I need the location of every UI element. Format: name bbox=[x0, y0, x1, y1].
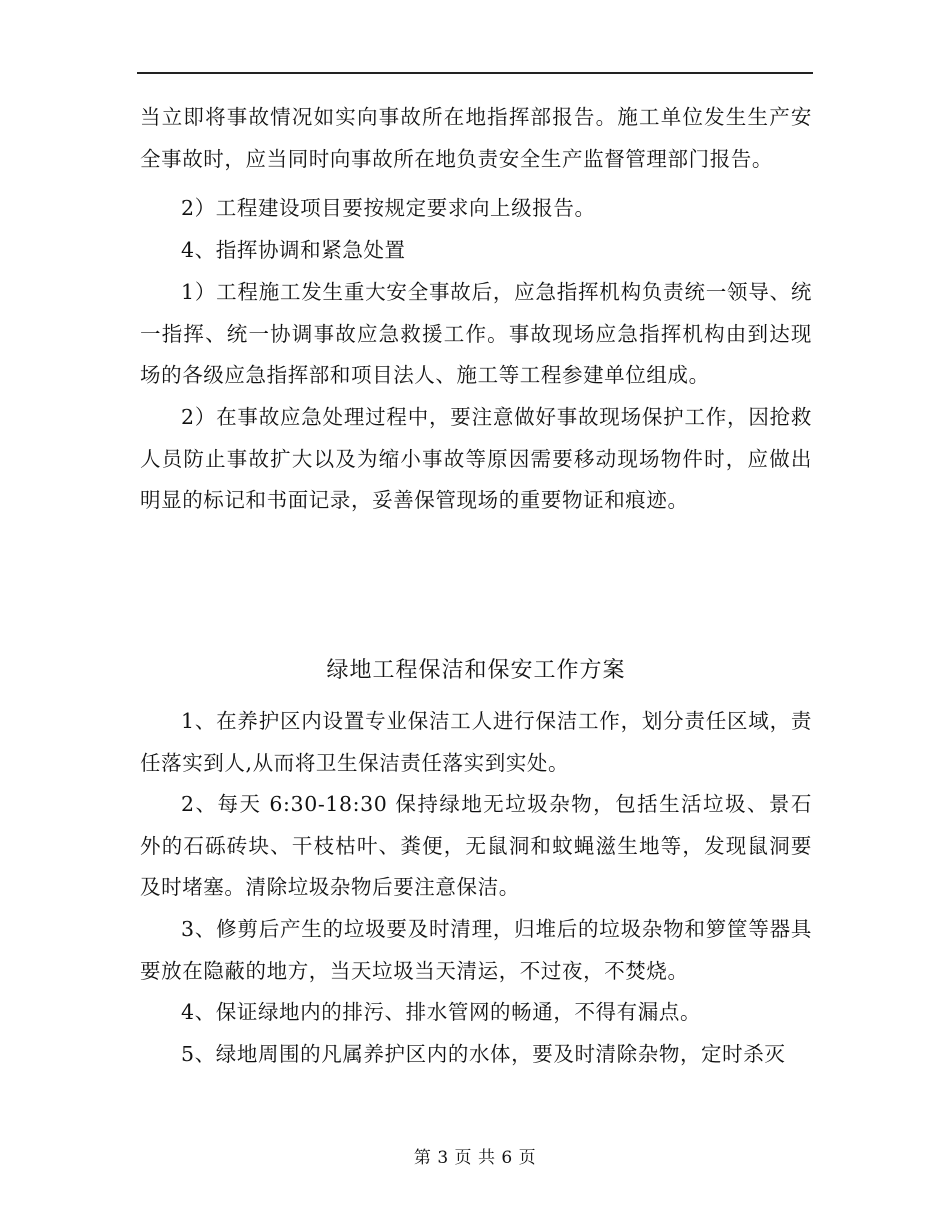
paragraph-report-upper-level: 2）工程建设项目要按规定要求向上级报告。 bbox=[181, 196, 596, 220]
paragraph-water-body: 5、绿地周围的凡属养护区内的水体，要及时清除杂物，定时杀灭 bbox=[181, 1042, 786, 1066]
paragraph-scene-protection: 2）在事故应急处理过程中，要注意做好事故现场保护工作，因抢救人员防止事故扩大以及为缩小事故等原因需要移动现场物件时，应做出明显的标记和书面记录，妥善保管现场的重要物证和痕迹。 bbox=[140, 405, 812, 512]
paragraph-trimming-waste: 3、修剪后产生的垃圾要及时清理，归堆后的垃圾杂物和箩筐等器具要放在隐蔽的地方，当天垃圾当天清运，不过夜，不焚烧。 bbox=[140, 917, 812, 983]
paragraph-cleaning-staff: 1、在养护区内设置专业保洁工人进行保洁工作，划分责任区域，责任落实到人,从而将卫生保洁责任落实到实处。 bbox=[140, 709, 812, 775]
header-rule bbox=[137, 72, 813, 74]
page-number-footer: 第 3 页 共 6 页 bbox=[413, 1148, 537, 1168]
paragraph-continuation: 当立即将事故情况如实向事故所在地指挥部报告。施工单位发生生产安全事故时，应当同时向事故所在地负责安全生产监督管理部门报告。 bbox=[140, 105, 812, 171]
paragraph-emergency-command: 1）工程施工发生重大安全事故后，应急指挥机构负责统一领导、统一指挥、统一协调事故应急救援工作。事故现场应急指挥机构由到达现场的各级应急指挥部和项目法人、施工等工程参建单位组成。 bbox=[140, 280, 812, 387]
paragraph-daily-cleaning: 2、每天 6:30-18:30 保持绿地无垃圾杂物，包括生活垃圾、景石外的石砾砖块、干枝枯叶、粪便，无鼠洞和蚊蝇滋生地等，发现鼠洞要及时堵塞。清除垃圾杂物后要注意保洁。 bbox=[140, 792, 812, 899]
section-title: 绿地工程保洁和保安工作方案 bbox=[326, 658, 626, 683]
heading-command-coordination: 4、指挥协调和紧急处置 bbox=[181, 238, 406, 262]
paragraph-drainage: 4、保证绿地内的排污、排水管网的畅通，不得有漏点。 bbox=[181, 1000, 702, 1024]
